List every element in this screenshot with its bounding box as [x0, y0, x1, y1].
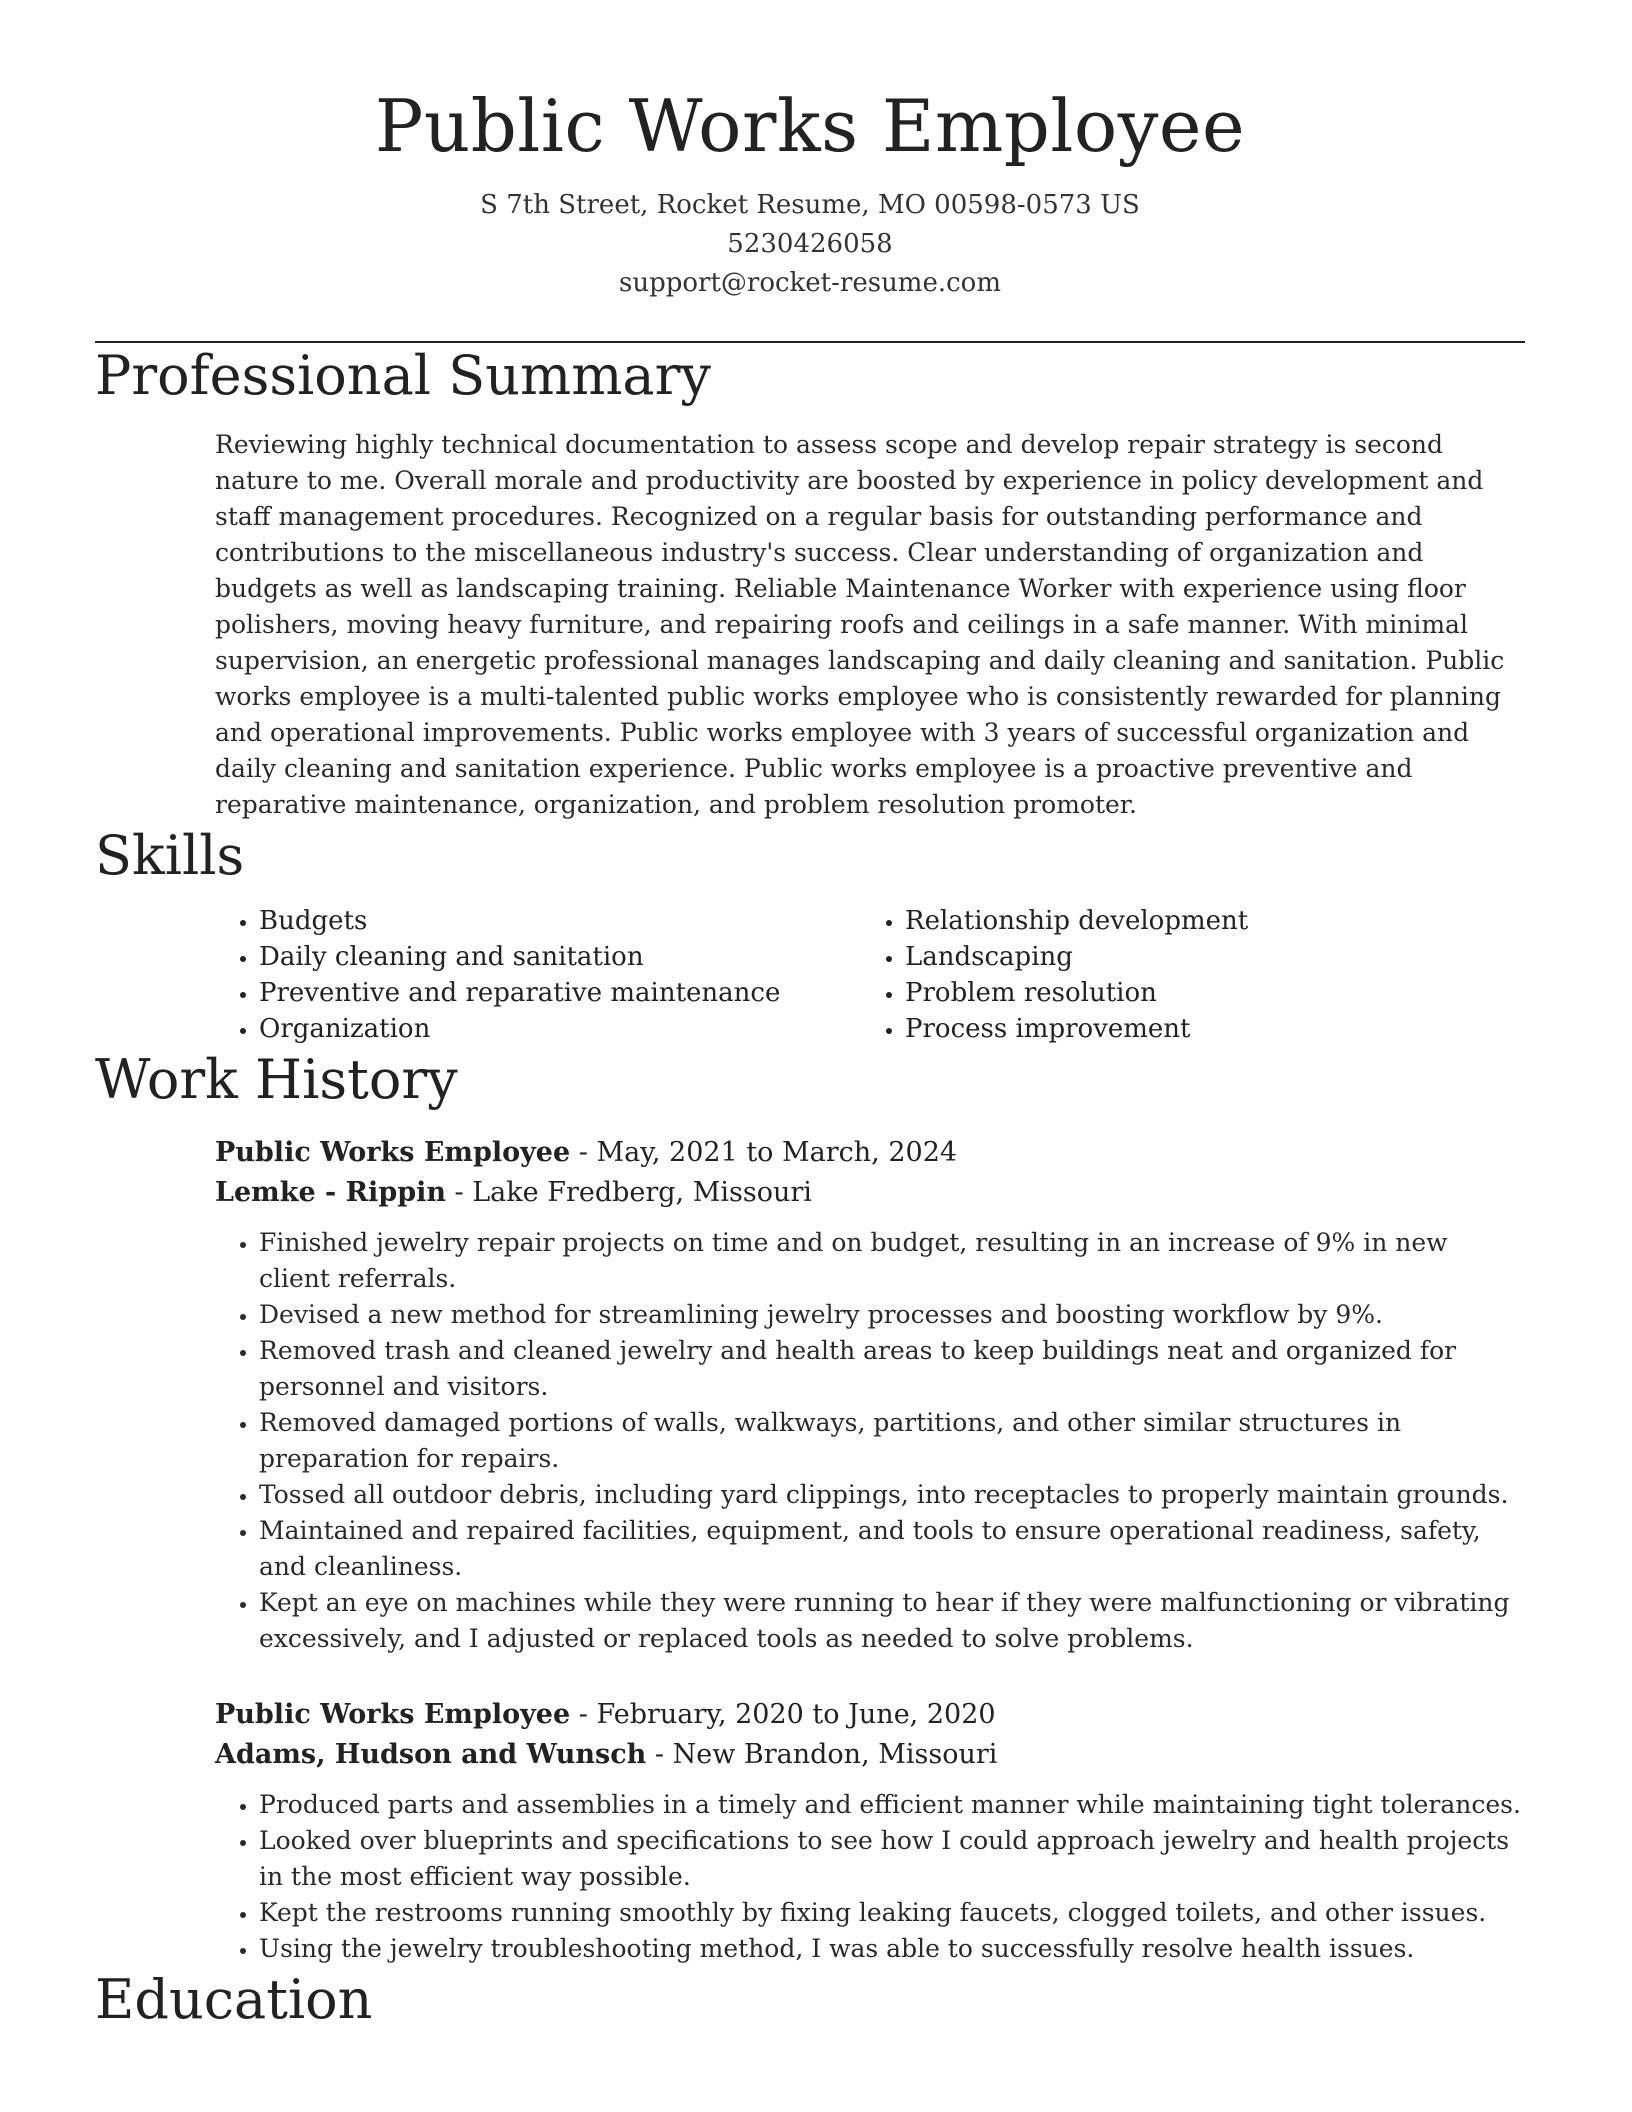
job-company: Adams, Hudson and Wunsch [215, 1739, 647, 1770]
duty-item: • Using the jewelry troubleshooting method, I was able to successfully resolve health issues. [259, 1931, 1525, 1967]
duty-item: • Kept the restrooms running smoothly by fixing leaking faucets, clogged toilets, and other issues. [259, 1895, 1525, 1931]
email: support@rocket-resume.com [618, 268, 1001, 298]
job-company-line [215, 1735, 1525, 1775]
resume-page [95, 0, 1525, 2033]
skills-column-left [215, 903, 861, 1047]
job-title-line [215, 1695, 1525, 1735]
job-dates: - February, 2020 to June, 2020 [570, 1699, 996, 1730]
job-title: Public Works Employee [215, 1137, 571, 1168]
skill-item: • Organization [259, 1011, 861, 1047]
job-title: Public Works Employee [215, 1699, 571, 1730]
skill-item: • Daily cleaning and sanitation [259, 939, 861, 975]
skills-list [215, 903, 1525, 1047]
job-company-line [215, 1173, 1525, 1213]
duty-item: • Tossed all outdoor debris, including yard clippings, into receptacles to properly maintain grounds. [259, 1477, 1525, 1513]
job-location: - Lake Fredberg, Missouri [445, 1177, 812, 1208]
phone: 5230426058 [727, 229, 893, 259]
skill-item: • Problem resolution [905, 975, 1501, 1011]
skill-item: • Preventive and reparative maintenance [259, 975, 861, 1011]
duty-item: • Removed damaged portions of walls, walkways, partitions, and other similar structures in preparation for repairs. [259, 1405, 1525, 1477]
address: S 7th Street, Rocket Resume, MO 00598-0573 US [480, 190, 1140, 220]
job-duties [215, 1225, 1525, 1657]
skill-item: • Relationship development [905, 903, 1501, 939]
summary-heading: Professional Summary [95, 344, 711, 407]
duty-item: • Kept an eye on machines while they were running to hear if they were malfunctioning or vibrating excessively, and I adjusted or replaced tools as needed to solve problems. [259, 1585, 1525, 1657]
work-history-heading: Work History [95, 1048, 458, 1111]
duty-item: • Finished jewelry repair projects on time and on budget, resulting in an increase of 9% in new client referrals. [259, 1225, 1525, 1297]
duty-item: • Produced parts and assemblies in a timely and efficient manner while maintaining tight tolerances. [259, 1787, 1525, 1823]
duty-item: • Devised a new method for streamlining jewelry processes and boosting workflow by 9%. [259, 1297, 1525, 1333]
duty-item: • Looked over blueprints and specifications to see how I could approach jewelry and health projects in the most efficient way possible. [259, 1823, 1525, 1895]
skills-column-right [861, 903, 1501, 1047]
job-dates: - May, 2021 to March, 2024 [570, 1137, 958, 1168]
summary-text: Reviewing highly technical documentation to assess scope and develop repair strategy is second nature to me. Overall morale and productivity are boosted by experience in policy development and staff management procedures. Recognized on a regular basis for outstanding performance and contributions to the miscellaneous industry's success. Clear understanding of organization and budgets as well as landscaping training. Reliable Maintenance Worker with experience using floor polishers, moving heavy furniture, and repairing roofs and ceilings in a safe manner. With minimal supervision, an energetic professional manages landscaping and daily cleaning and sanitation. Public works employee is a multi-talented public works employee who is consistently rewarded for planning and operational improvements. Public works employee with 3 years of successful organization and daily cleaning and sanitation experience. Public works employee is a proactive preventive and reparative maintenance, organization, and problem resolution promoter. [215, 430, 1505, 819]
job-duties [215, 1787, 1525, 1967]
contact-block [95, 186, 1525, 303]
candidate-name: Public Works Employee [374, 84, 1246, 168]
skill-item: • Landscaping [905, 939, 1501, 975]
skill-item: • Budgets [259, 903, 861, 939]
education-heading: Education [95, 1968, 373, 2031]
duty-item: • Maintained and repaired facilities, equipment, and tools to ensure operational readiness, safety, and cleanliness. [259, 1513, 1525, 1585]
job-entry [215, 1133, 1525, 1657]
job-location: - New Brandon, Missouri [646, 1739, 998, 1770]
skills-heading: Skills [95, 824, 245, 887]
skill-item: • Process improvement [905, 1011, 1501, 1047]
job-entry [215, 1695, 1525, 1967]
job-company: Lemke - Rippin [215, 1177, 446, 1208]
duty-item: • Removed trash and cleaned jewelry and health areas to keep buildings neat and organized for personnel and visitors. [259, 1333, 1525, 1405]
job-title-line [215, 1133, 1525, 1173]
